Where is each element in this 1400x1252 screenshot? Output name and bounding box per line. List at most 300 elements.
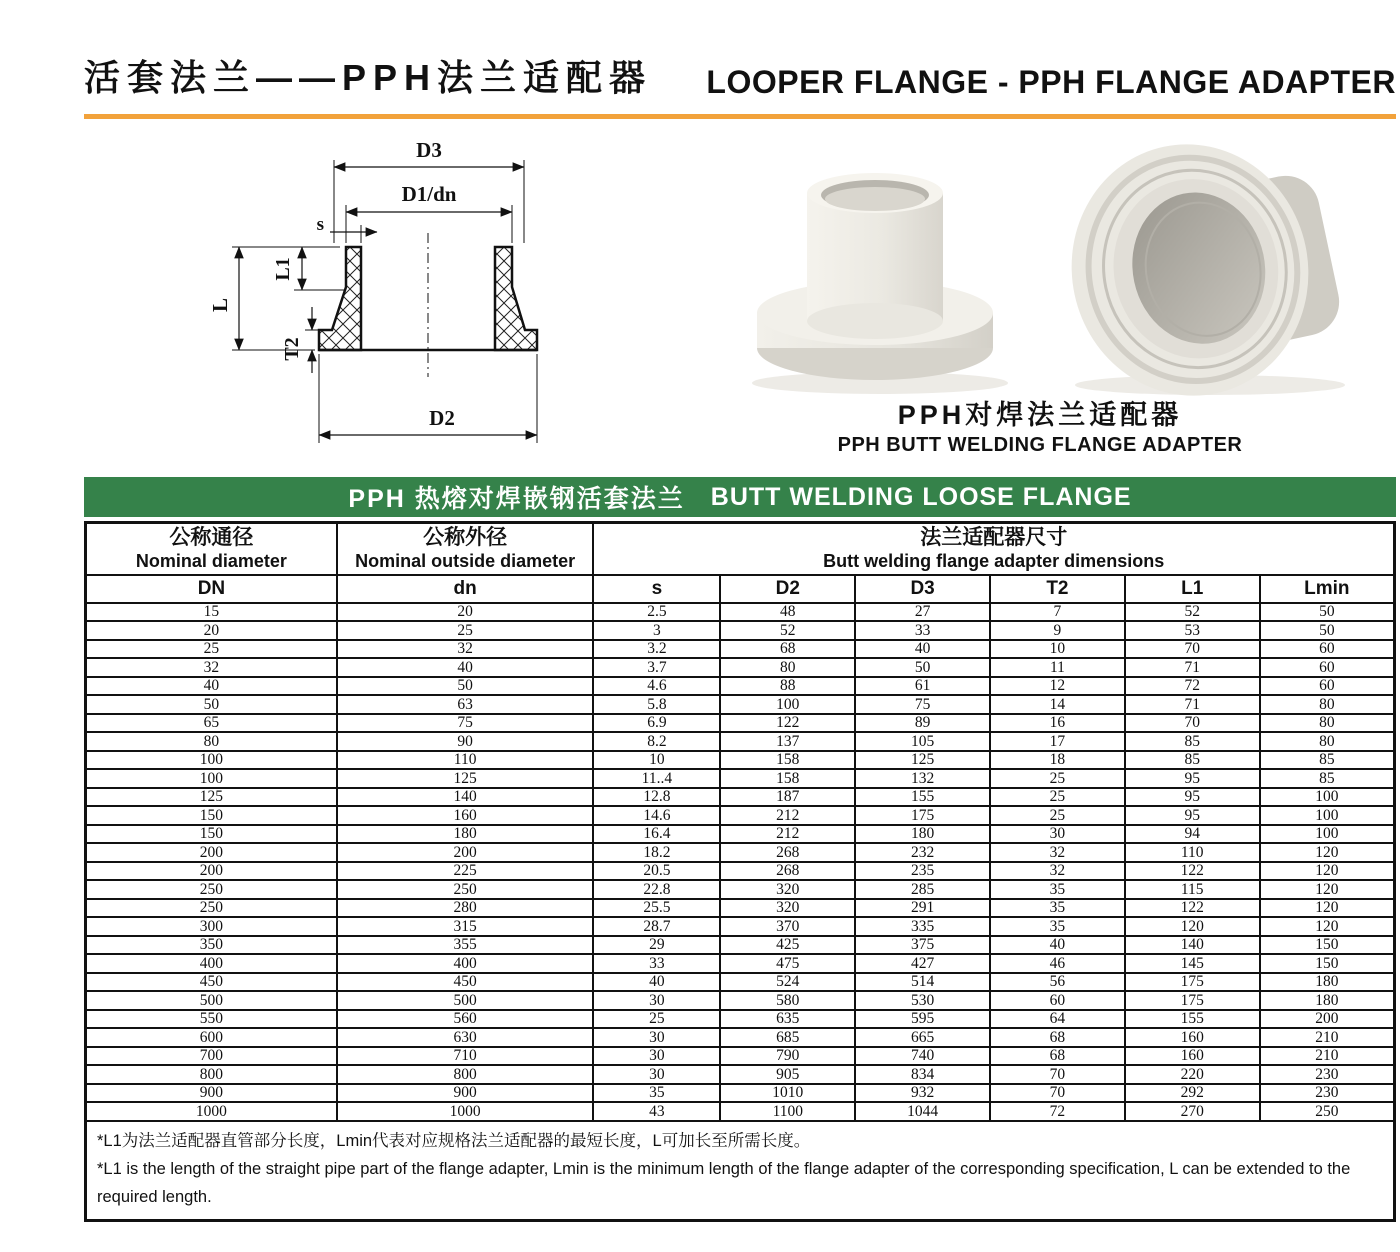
table-row (86, 954, 1395, 973)
cell-D2: 1010 (720, 1084, 855, 1103)
cell-L1: 115 (1125, 880, 1260, 899)
column-header-T2: T2 (990, 575, 1125, 603)
cell-D3: 235 (855, 862, 990, 881)
cell-T2: 68 (990, 1028, 1125, 1047)
cell-Lmin: 230 (1260, 1084, 1395, 1103)
dim-label-l: L (208, 297, 232, 313)
page-title-en: LOOPER FLANGE - PPH FLANGE ADAPTER (706, 64, 1396, 100)
cell-dn: 32 (337, 640, 594, 659)
table-row (86, 640, 1395, 659)
cell-Lmin: 150 (1260, 936, 1395, 955)
cell-T2: 46 (990, 954, 1125, 973)
dim-label-d2: D2 (429, 406, 455, 430)
table-row (86, 880, 1395, 899)
cell-s: 6.9 (593, 714, 720, 733)
group-header-adapter-dimensions (593, 523, 1394, 575)
table-row (86, 917, 1395, 936)
cell-L1: 71 (1125, 695, 1260, 714)
cell-T2: 40 (990, 936, 1125, 955)
cell-DN: 40 (86, 677, 337, 696)
cell-T2: 70 (990, 1084, 1125, 1103)
cell-s: 28.7 (593, 917, 720, 936)
cell-DN: 100 (86, 751, 337, 770)
cell-L1: 72 (1125, 677, 1260, 696)
cell-s: 22.8 (593, 880, 720, 899)
cell-Lmin: 120 (1260, 917, 1395, 936)
table-row (86, 751, 1395, 770)
cell-D2: 137 (720, 732, 855, 751)
table-row (86, 1084, 1395, 1103)
cell-L1: 110 (1125, 843, 1260, 862)
cell-dn: 90 (337, 732, 594, 751)
cell-DN: 250 (86, 880, 337, 899)
cell-L1: 160 (1125, 1028, 1260, 1047)
cell-D3: 834 (855, 1065, 990, 1084)
cell-T2: 30 (990, 825, 1125, 844)
cell-s: 5.8 (593, 695, 720, 714)
cell-dn: 200 (337, 843, 594, 862)
cell-dn: 280 (337, 899, 594, 918)
cell-T2: 12 (990, 677, 1125, 696)
cell-L1: 94 (1125, 825, 1260, 844)
cell-Lmin: 80 (1260, 695, 1395, 714)
cell-D3: 61 (855, 677, 990, 696)
cell-DN: 200 (86, 843, 337, 862)
cell-dn: 800 (337, 1065, 594, 1084)
cell-D3: 180 (855, 825, 990, 844)
technical-drawing (84, 135, 684, 469)
cell-s: 40 (593, 973, 720, 992)
cell-dn: 125 (337, 769, 594, 788)
cell-Lmin: 180 (1260, 991, 1395, 1010)
cell-s: 14.6 (593, 806, 720, 825)
column-header-s: s (593, 575, 720, 603)
photo-caption-en: PPH BUTT WELDING FLANGE ADAPTER (837, 433, 1243, 456)
cell-L1: 292 (1125, 1084, 1260, 1103)
cell-L1: 220 (1125, 1065, 1260, 1084)
cell-L1: 70 (1125, 640, 1260, 659)
cell-D2: 100 (720, 695, 855, 714)
cell-D2: 88 (720, 677, 855, 696)
section-banner (84, 477, 1396, 517)
cell-D2: 52 (720, 621, 855, 640)
column-header-D3: D3 (855, 575, 990, 603)
cell-s: 35 (593, 1084, 720, 1103)
cell-T2: 35 (990, 880, 1125, 899)
table-row (86, 936, 1395, 955)
table-group-header-row (86, 523, 1395, 575)
cell-L1: 140 (1125, 936, 1260, 955)
cell-D3: 175 (855, 806, 990, 825)
group-header-en: Butt welding flange adapter dimensions (823, 551, 1165, 572)
cell-D3: 740 (855, 1047, 990, 1066)
cell-T2: 25 (990, 788, 1125, 807)
cell-L1: 53 (1125, 621, 1260, 640)
cell-L1: 122 (1125, 899, 1260, 918)
cell-D2: 68 (720, 640, 855, 659)
cell-Lmin: 100 (1260, 788, 1395, 807)
page-title-zh: 活套法兰——PPH法兰适配器 (84, 57, 653, 98)
cell-s: 25 (593, 1010, 720, 1029)
cell-DN: 25 (86, 640, 337, 659)
title-underline (84, 114, 1396, 119)
cell-DN: 125 (86, 788, 337, 807)
cell-DN: 500 (86, 991, 337, 1010)
cell-L1: 145 (1125, 954, 1260, 973)
cell-dn: 560 (337, 1010, 594, 1029)
cell-s: 33 (593, 954, 720, 973)
group-header-zh: 法兰适配器尺寸 (920, 525, 1068, 549)
group-header-zh: 公称外径 (423, 525, 508, 549)
cell-T2: 25 (990, 806, 1125, 825)
table-column-header-row (86, 575, 1395, 603)
table-row (86, 806, 1395, 825)
cell-DN: 20 (86, 621, 337, 640)
cell-D3: 75 (855, 695, 990, 714)
right-wall-section (495, 247, 537, 350)
cell-DN: 700 (86, 1047, 337, 1066)
cell-DN: 800 (86, 1065, 337, 1084)
cell-D2: 268 (720, 843, 855, 862)
cell-dn: 250 (337, 880, 594, 899)
cell-s: 25.5 (593, 899, 720, 918)
cell-s: 30 (593, 1028, 720, 1047)
cell-DN: 200 (86, 862, 337, 881)
cell-T2: 32 (990, 843, 1125, 862)
cell-L1: 71 (1125, 658, 1260, 677)
dim-label-d1dn: D1/dn (401, 182, 457, 206)
cell-Lmin: 85 (1260, 769, 1395, 788)
cell-dn: 450 (337, 973, 594, 992)
cell-D3: 665 (855, 1028, 990, 1047)
cell-L1: 95 (1125, 806, 1260, 825)
footnote-zh: *L1为法兰适配器直管部分长度，Lmin代表对应规格法兰适配器的最短长度，L可加长至所需长度。 (97, 1131, 811, 1150)
cell-dn: 75 (337, 714, 594, 733)
table-row (86, 714, 1395, 733)
cell-D3: 105 (855, 732, 990, 751)
dim-label-l1: L1 (272, 257, 294, 281)
cell-Lmin: 120 (1260, 862, 1395, 881)
cell-s: 3.7 (593, 658, 720, 677)
cell-s: 12.8 (593, 788, 720, 807)
cell-D2: 212 (720, 825, 855, 844)
cell-dn: 400 (337, 954, 594, 973)
cell-s: 18.2 (593, 843, 720, 862)
cell-D3: 89 (855, 714, 990, 733)
cell-T2: 60 (990, 991, 1125, 1010)
cell-D2: 268 (720, 862, 855, 881)
table-row (86, 1102, 1395, 1121)
cell-DN: 600 (86, 1028, 337, 1047)
cell-Lmin: 50 (1260, 621, 1395, 640)
product-photos-column (684, 135, 1396, 469)
cell-D2: 905 (720, 1065, 855, 1084)
cell-D3: 530 (855, 991, 990, 1010)
group-header-en: Nominal diameter (135, 551, 287, 572)
cell-T2: 64 (990, 1010, 1125, 1029)
cell-D3: 514 (855, 973, 990, 992)
cell-D3: 285 (855, 880, 990, 899)
cell-DN: 300 (86, 917, 337, 936)
table-row (86, 732, 1395, 751)
cell-D2: 685 (720, 1028, 855, 1047)
cell-L1: 95 (1125, 788, 1260, 807)
cell-D2: 635 (720, 1010, 855, 1029)
table-row (86, 1047, 1395, 1066)
cell-Lmin: 60 (1260, 677, 1395, 696)
column-header-D2: D2 (720, 575, 855, 603)
photo-caption (838, 399, 1243, 458)
cell-Lmin: 120 (1260, 880, 1395, 899)
banner-text-en: BUTT WELDING LOOSE FLANGE (710, 482, 1132, 511)
page-header (84, 0, 1396, 101)
cell-D3: 291 (855, 899, 990, 918)
cell-s: 30 (593, 1065, 720, 1084)
cell-s: 3.2 (593, 640, 720, 659)
cell-DN: 32 (86, 658, 337, 677)
table-row (86, 695, 1395, 714)
table-row (86, 973, 1395, 992)
table-row (86, 843, 1395, 862)
footnote-en: *L1 is the length of the straight pipe part of the flange adapter, Lmin is the minimum length of the flange adapter of the corresponding specification, L can be extended to the required length. (97, 1159, 1351, 1206)
cell-Lmin: 120 (1260, 899, 1395, 918)
cell-D3: 50 (855, 658, 990, 677)
cell-s: 11..4 (593, 769, 720, 788)
footnote-row (86, 1121, 1395, 1221)
cell-D3: 125 (855, 751, 990, 770)
dim-label-s: s (316, 214, 324, 235)
group-header-nominal-outside-diameter (337, 523, 594, 575)
cell-s: 20.5 (593, 862, 720, 881)
cell-T2: 9 (990, 621, 1125, 640)
cell-D2: 524 (720, 973, 855, 992)
cell-D3: 155 (855, 788, 990, 807)
cell-D3: 427 (855, 954, 990, 973)
cell-Lmin: 210 (1260, 1047, 1395, 1066)
cell-Lmin: 60 (1260, 640, 1395, 659)
cell-s: 10 (593, 751, 720, 770)
cell-D2: 80 (720, 658, 855, 677)
cell-dn: 160 (337, 806, 594, 825)
group-header-en: Nominal outside diameter (355, 551, 576, 572)
table-row (86, 1065, 1395, 1084)
cell-DN: 1000 (86, 1102, 337, 1121)
cell-Lmin: 80 (1260, 732, 1395, 751)
cell-Lmin: 150 (1260, 954, 1395, 973)
cell-D3: 27 (855, 603, 990, 622)
spec-table (84, 521, 1396, 1222)
cell-T2: 18 (990, 751, 1125, 770)
column-header-Lmin: Lmin (1260, 575, 1395, 603)
cell-dn: 110 (337, 751, 594, 770)
cell-T2: 72 (990, 1102, 1125, 1121)
cell-D3: 40 (855, 640, 990, 659)
cell-D3: 375 (855, 936, 990, 955)
cell-D2: 580 (720, 991, 855, 1010)
cell-D3: 335 (855, 917, 990, 936)
cell-DN: 80 (86, 732, 337, 751)
cell-DN: 250 (86, 899, 337, 918)
banner-text-zh: PPH 热熔对焊嵌钢活套法兰 (348, 485, 685, 513)
table-row (86, 603, 1395, 622)
cell-dn: 630 (337, 1028, 594, 1047)
cell-dn: 900 (337, 1084, 594, 1103)
cell-Lmin: 200 (1260, 1010, 1395, 1029)
cell-DN: 400 (86, 954, 337, 973)
cell-D2: 425 (720, 936, 855, 955)
cell-dn: 140 (337, 788, 594, 807)
product-photo-front (752, 173, 1008, 394)
cell-dn: 20 (337, 603, 594, 622)
cell-L1: 175 (1125, 991, 1260, 1010)
table-row (86, 899, 1395, 918)
footnote-cell (86, 1121, 1395, 1221)
cell-s: 3 (593, 621, 720, 640)
cell-T2: 16 (990, 714, 1125, 733)
cell-L1: 85 (1125, 732, 1260, 751)
cell-Lmin: 180 (1260, 973, 1395, 992)
cell-T2: 17 (990, 732, 1125, 751)
cell-D3: 1044 (855, 1102, 990, 1121)
cell-D2: 158 (720, 751, 855, 770)
page (84, 0, 1396, 1222)
cell-D3: 33 (855, 621, 990, 640)
cell-T2: 7 (990, 603, 1125, 622)
table-row (86, 1010, 1395, 1029)
cell-dn: 25 (337, 621, 594, 640)
cell-DN: 15 (86, 603, 337, 622)
cell-DN: 450 (86, 973, 337, 992)
cell-s: 8.2 (593, 732, 720, 751)
dim-label-t2: T2 (281, 337, 303, 361)
cell-L1: 52 (1125, 603, 1260, 622)
cell-L1: 122 (1125, 862, 1260, 881)
cell-Lmin: 100 (1260, 806, 1395, 825)
cell-D2: 370 (720, 917, 855, 936)
cell-D2: 790 (720, 1047, 855, 1066)
cell-L1: 155 (1125, 1010, 1260, 1029)
cell-D2: 48 (720, 603, 855, 622)
cell-dn: 180 (337, 825, 594, 844)
cell-s: 29 (593, 936, 720, 955)
table-row (86, 825, 1395, 844)
cell-s: 2.5 (593, 603, 720, 622)
table-row (86, 862, 1395, 881)
cell-L1: 270 (1125, 1102, 1260, 1121)
column-header-DN: DN (86, 575, 337, 603)
cell-T2: 11 (990, 658, 1125, 677)
cell-dn: 40 (337, 658, 594, 677)
cell-s: 43 (593, 1102, 720, 1121)
cell-T2: 10 (990, 640, 1125, 659)
cell-T2: 70 (990, 1065, 1125, 1084)
cell-L1: 70 (1125, 714, 1260, 733)
cell-T2: 32 (990, 862, 1125, 881)
cell-dn: 315 (337, 917, 594, 936)
table-body (86, 603, 1395, 1121)
cell-D3: 132 (855, 769, 990, 788)
cell-Lmin: 120 (1260, 843, 1395, 862)
cell-s: 30 (593, 1047, 720, 1066)
product-photo-angled (1048, 135, 1345, 397)
cell-L1: 120 (1125, 917, 1260, 936)
cell-Lmin: 85 (1260, 751, 1395, 770)
cell-D3: 232 (855, 843, 990, 862)
left-wall-section (319, 247, 361, 350)
cell-dn: 710 (337, 1047, 594, 1066)
product-photos (710, 135, 1370, 397)
cell-dn: 63 (337, 695, 594, 714)
cell-Lmin: 230 (1260, 1065, 1395, 1084)
cell-D2: 320 (720, 880, 855, 899)
photo-caption-zh: PPH对焊法兰适配器 (897, 400, 1183, 430)
cell-s: 16.4 (593, 825, 720, 844)
cell-s: 30 (593, 991, 720, 1010)
cell-D2: 475 (720, 954, 855, 973)
table-row (86, 769, 1395, 788)
cell-L1: 95 (1125, 769, 1260, 788)
cell-L1: 85 (1125, 751, 1260, 770)
table-row (86, 658, 1395, 677)
cell-T2: 35 (990, 899, 1125, 918)
group-header-nominal-diameter (86, 523, 337, 575)
cell-D2: 1100 (720, 1102, 855, 1121)
table-row (86, 788, 1395, 807)
cell-D2: 158 (720, 769, 855, 788)
flange-cross-section-drawing (84, 135, 664, 469)
table-row (86, 1028, 1395, 1047)
cell-D3: 595 (855, 1010, 990, 1029)
cell-D2: 122 (720, 714, 855, 733)
cell-Lmin: 210 (1260, 1028, 1395, 1047)
cell-L1: 175 (1125, 973, 1260, 992)
figures-section (84, 135, 1396, 469)
cell-Lmin: 100 (1260, 825, 1395, 844)
cell-Lmin: 60 (1260, 658, 1395, 677)
cell-dn: 355 (337, 936, 594, 955)
cell-T2: 35 (990, 917, 1125, 936)
table-row (86, 991, 1395, 1010)
cell-L1: 160 (1125, 1047, 1260, 1066)
table-row (86, 677, 1395, 696)
dim-label-d3: D3 (416, 138, 442, 162)
cell-T2: 14 (990, 695, 1125, 714)
cell-Lmin: 50 (1260, 603, 1395, 622)
cell-DN: 550 (86, 1010, 337, 1029)
column-header-L1: L1 (1125, 575, 1260, 603)
cell-DN: 350 (86, 936, 337, 955)
cell-dn: 225 (337, 862, 594, 881)
cell-Lmin: 80 (1260, 714, 1395, 733)
cell-D3: 932 (855, 1084, 990, 1103)
cell-DN: 900 (86, 1084, 337, 1103)
cell-D2: 212 (720, 806, 855, 825)
cell-DN: 150 (86, 825, 337, 844)
cell-T2: 25 (990, 769, 1125, 788)
cell-Lmin: 250 (1260, 1102, 1395, 1121)
cell-DN: 65 (86, 714, 337, 733)
cell-dn: 50 (337, 677, 594, 696)
group-header-zh: 公称通径 (169, 525, 254, 549)
cell-T2: 56 (990, 973, 1125, 992)
table-row (86, 621, 1395, 640)
cell-DN: 150 (86, 806, 337, 825)
column-header-dn: dn (337, 575, 594, 603)
cell-dn: 500 (337, 991, 594, 1010)
cell-T2: 68 (990, 1047, 1125, 1066)
cell-D2: 187 (720, 788, 855, 807)
cell-s: 4.6 (593, 677, 720, 696)
